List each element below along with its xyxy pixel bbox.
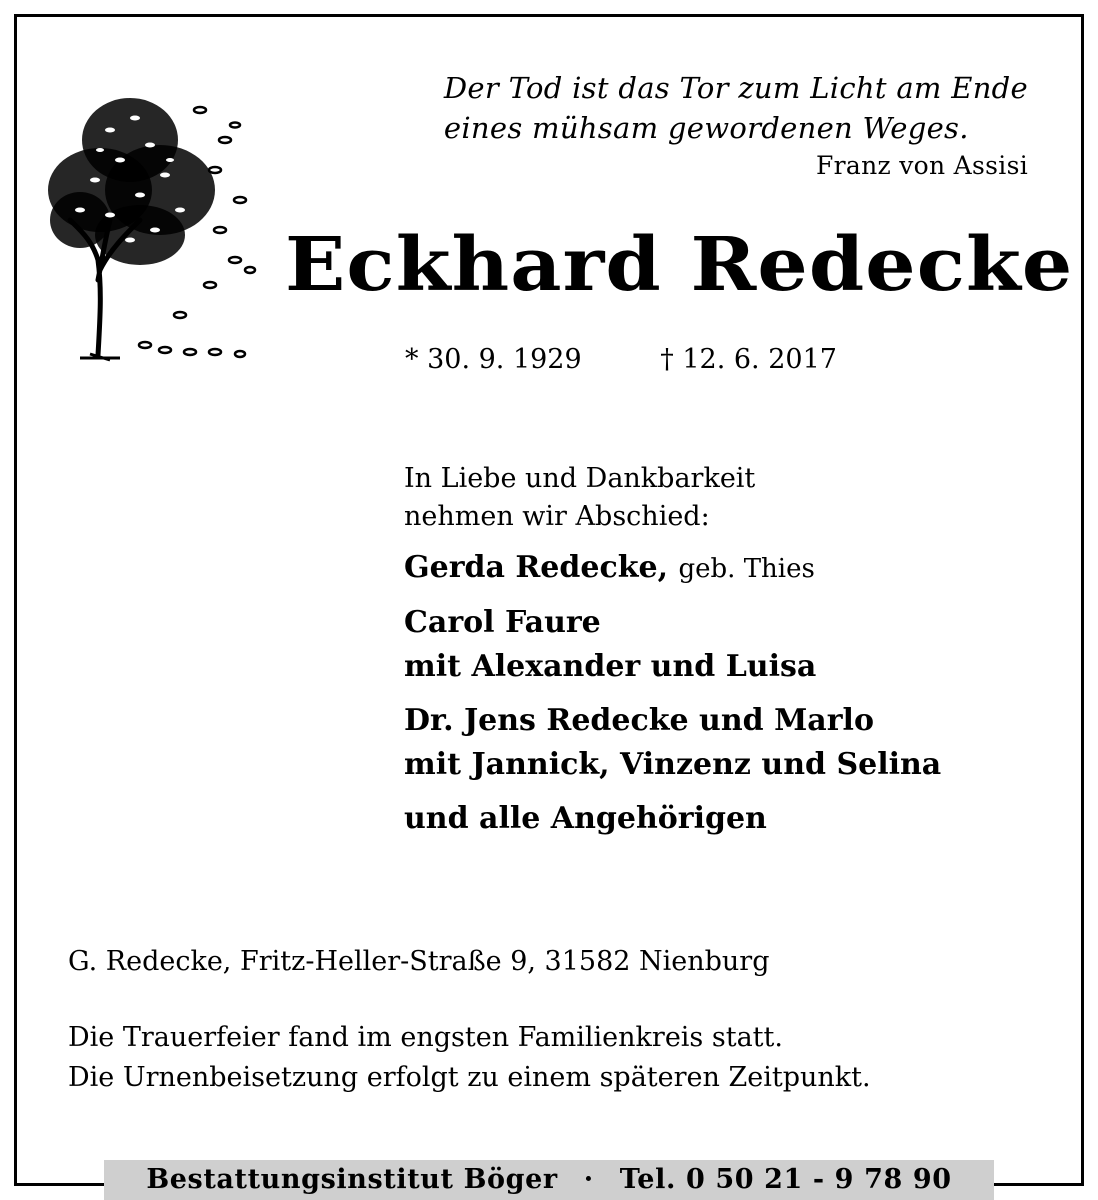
mourner-jens-group (404, 699, 941, 787)
mourner-all-relatives: und alle Angehörigen (404, 801, 767, 836)
mourner-carol-children: mit Alexander und Luisa (404, 649, 817, 684)
quote-author: Franz von Assisi (816, 151, 1028, 180)
quote-line-2: eines mühsam gewordenen Weges. (443, 111, 969, 145)
mourner-jens: Dr. Jens Redecke und Marlo (404, 703, 874, 738)
farewell-line-2: nehmen wir Abschied: (404, 501, 710, 532)
funeral-home-footer (104, 1160, 994, 1200)
contact-address: G. Redecke, Fritz-Heller-Straße 9, 31582 Nienburg (68, 946, 770, 977)
mourner-carol-group (404, 601, 941, 689)
mourner-gerda-maiden: geb. Thies (678, 554, 815, 584)
mourner-jens-children: mit Jannick, Vinzenz und Selina (404, 747, 942, 782)
mourner-gerda (404, 546, 941, 591)
mourners-block (404, 460, 941, 841)
notice-line-1: Die Trauerfeier fand im engsten Familienkreis statt. (68, 1022, 783, 1053)
footer-separator: · (583, 1164, 594, 1195)
funeral-home-phone: Tel. 0 50 21 - 9 78 90 (619, 1164, 952, 1195)
life-dates (405, 342, 837, 378)
funeral-notice (68, 1018, 871, 1098)
deceased-name: Eckhard Redecke (285, 222, 1074, 308)
quote-line-1: Der Tod ist das Tor zum Licht am Ende (443, 71, 1028, 105)
death-date: † 12. 6. 2017 (660, 344, 837, 375)
epigraph-quote (444, 68, 1028, 184)
mourner-carol: Carol Faure (404, 605, 601, 640)
notice-line-2: Die Urnenbeisetzung erfolgt zu einem späteren Zeitpunkt. (68, 1062, 871, 1093)
birth-date: * 30. 9. 1929 (405, 344, 582, 375)
mourner-gerda-name: Gerda Redecke, (404, 550, 669, 585)
funeral-home-name: Bestattungsinstitut Böger (146, 1164, 558, 1195)
tree-with-falling-leaves-icon (40, 70, 260, 370)
farewell-line-1: In Liebe und Dankbarkeit (404, 463, 756, 494)
